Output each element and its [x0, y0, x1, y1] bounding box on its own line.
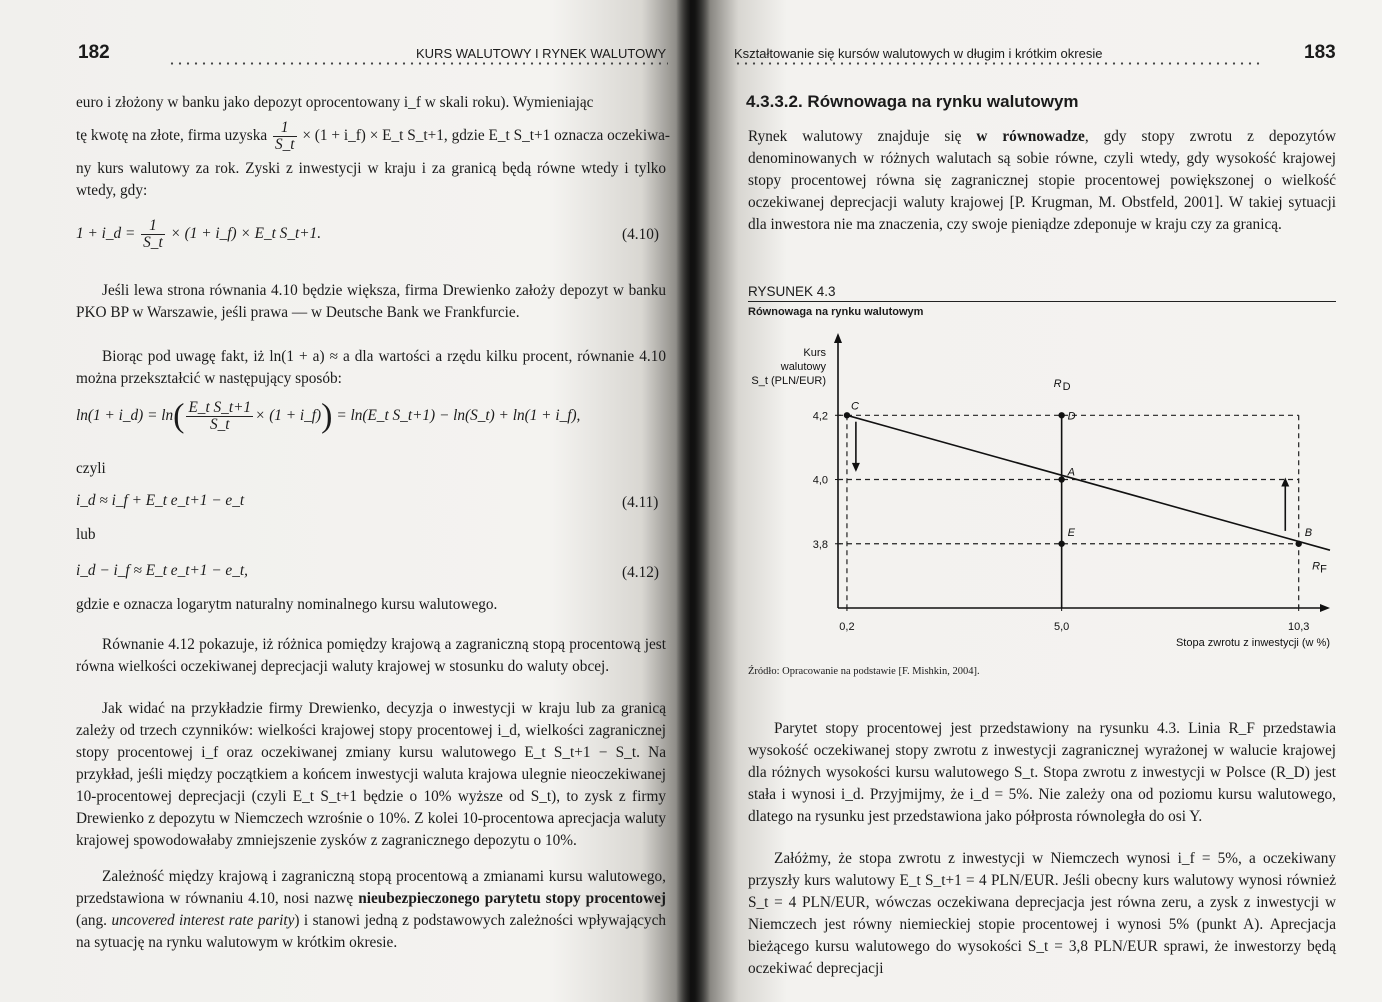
rd-label-sub: D — [1062, 381, 1071, 394]
paragraph: Jeśli lewa strona równania 4.10 będzie większa, firma Drewienko założy depozyt w banku PKO BP w Warszawie, jeśli prawa — w Deutsche Bank we Frankfurcie. — [76, 282, 666, 321]
rf-label: R — [1312, 560, 1321, 573]
y-tick-label: 4,0 — [812, 474, 828, 487]
book-gutter — [676, 0, 710, 1002]
equation-4-12: i_d − i_f ≈ E_t e_t+1 − e_t, — [76, 562, 248, 579]
rf-line — [847, 415, 1330, 550]
point-label: C — [850, 400, 859, 413]
point-a — [1058, 476, 1064, 482]
x-tick-label: 5,0 — [1053, 621, 1070, 633]
figure-label: RYSUNEK 4.3 — [748, 284, 836, 299]
point-e — [1058, 541, 1064, 547]
figure-source: Źródło: Opracowanie na podstawie [F. Mishkin, 2004]. — [748, 666, 980, 677]
left-page — [0, 0, 690, 1002]
paragraph: Równanie 4.12 pokazuje, iż różnica pomiędzy krajową a zagraniczną stopą procentową jest równa wielkości oczekiwanej deprecjacji waluty krajowej w stosunku do waluty obcej. — [76, 636, 666, 675]
page-number: 183 — [1304, 42, 1336, 63]
y-axis-label: walutowy — [780, 361, 826, 373]
right-page — [690, 0, 1382, 1002]
equilibrium-chart — [690, 0, 1382, 680]
paragraph: Rynek walutowy znajduje się w równowadze, gdy stopy zwrotu z depozytów denominowanych w różnych walutach są sobie równe, czyli wtedy, gdy wysokość krajowej stopy procentowej równa się zagranicznej stopie procentowej powiększonej o wielkość oczekiwanej deprecjacji waluty krajowej [P. Krugman, M. Obstfeld, 2001]. W takiej sytuacji dla inwestora nie ma znaczenia, czy swoje pieniądze zdeponuje w kraju czy za granicą. — [748, 128, 1337, 233]
paragraph: Parytet stopy procentowej jest przedstawiony na rysunku 4.3. Linia R_F przedstawia wysokość oczekiwanej stopy zwrotu z inwestycji zagranicznej wyrażonej w walucie krajowej dla różnych wysokości kursu walutowego S_t. Stopa zwrotu z inwestycji w Polsce (R_D) jest stała i wynosi i_d. Przyjmijmy, że i_d = 5%. Nie zależy ona od poziomu kursu walutowego, dlatego na rysunku jest przedstawiona jako półprosta równoległa do osi Y. — [748, 720, 1336, 825]
y-axis-label: Kurs — [803, 347, 826, 359]
x-tick-label: 10,3 — [1287, 621, 1310, 633]
connector-word: czyli — [76, 460, 106, 477]
paragraph: Biorąc pod uwagę fakt, iż ln(1 + a) ≈ a dla wartości a rzędu kilku procent, równanie 4.10 można przekształcić w następujący sposób: — [76, 348, 666, 387]
point-c — [844, 412, 850, 418]
point-d — [1058, 412, 1064, 418]
equation-number: (4.11) — [622, 494, 659, 511]
equation-ln: ln(1 + i_d) = ln( $\frac{\text{E\_t S\_t+1}}{S\_t}$ × (1 + i_f)) = ln(E_t S_t+1) − ln(S_t) + ln(1 + i_f), — [76, 397, 581, 435]
point-b — [1295, 541, 1301, 547]
y-axis-arrow — [834, 333, 842, 343]
x-axis-arrow — [1320, 604, 1330, 612]
equation-4-10: 1 + i_d = $\frac{1}{S\_t}$ × (1 + i_f) × E_t S_t+1. — [76, 217, 322, 251]
point-label: E — [1067, 526, 1075, 539]
y-tick-label: 3,8 — [812, 538, 828, 551]
point-label: A — [1067, 466, 1075, 479]
paragraph-line: tę kwotę na złote, firma uzyska $\frac{1}{S\_t}$ × (1 + i_f) × E_t S_t+1, gdzie E_t S_t+1 oznacza oczekiwa- — [76, 119, 671, 153]
paragraph-line: euro i złożony w banku jako depozyt oprocentowany i_f w skali roku). Wymieniając — [76, 94, 594, 111]
equation-number: (4.12) — [622, 564, 659, 581]
rd-label: R — [1053, 378, 1062, 391]
equation-number: (4.10) — [622, 226, 659, 243]
running-head: KURS WALUTOWY I RYNEK WALUTOWY — [416, 46, 667, 61]
page-number: 182 — [78, 42, 110, 63]
y-axis-label: S_t (PLN/EUR) — [751, 375, 826, 387]
equation-4-11: i_d ≈ i_f + E_t e_t+1 − e_t — [76, 492, 245, 509]
movement-arrowhead — [1281, 478, 1289, 487]
paragraph: Załóżmy, że stopa zwrotu z inwestycji w Niemczech wynosi i_f = 5%, a oczekiwany przyszły kurs walutowy E_t S_t+1 = 4 PLN/EUR. Jeśli obecny kurs walutowy wynosi również S_t = 4 PLN/EUR, wówczas oczekiwana deprecjacja jest równa zeru, a zysk z inwestycji w Niemczech jest równy niemieckiej stopie procentowej i wynosi 5% (punkt A). Aprecjacja bieżącego kursu walutowego do wysokości S_t = 3,8 PLN/EUR sprawi, że inwestorzy będą oczekiwać deprecjacji — [748, 850, 1336, 977]
movement-arrowhead — [852, 463, 860, 472]
paragraph: ny kurs walutowy za rok. Zyski z inwestycji w kraju i za granicą będą równe wtedy i tylko wtedy, gdy: — [76, 160, 666, 199]
x-axis-label: Stopa zwrotu z inwestycji (w %) — [1175, 637, 1330, 649]
rf-label-sub: F — [1320, 563, 1327, 576]
connector-word: lub — [76, 526, 96, 543]
paragraph: Zależność między krajową i zagraniczną stopą procentową a zmianami kursu walutowego, przedstawiona w równaniu 4.10, nosi nazwę nieubezpieczonego parytetu stopy procentowej (ang. uncovered interest rate parity) i stanowi jedną z podstawowych zależności wpływających na sytuację na rynku walutowym w krótkim okresie. — [76, 868, 667, 951]
paragraph: Jak widać na przykładzie firmy Drewienko, decyzja o inwestycji w kraju lub za granicą zależy od trzech czynników: wielkości krajowej stopy procentowej i_d, wielkości zagranicznej stopy procentowej i_f oraz oczekiwanej zmiany kursu walutowego E_t S_t+1 − S_t. Na przykład, jeśli między początkiem a końcem inwestycji waluta krajowa ulegnie nieoczekiwanej 10-procentowej deprecjacji (czyli E_t S_t+1 będzie o 10% wyższe od S_t), to zysk z firmy Drewienko z depozytu w Niemczech wzrośnie o 10%. Z kolei 10-procentowa aprecjacja waluty krajowej spowodowałaby zmniejszenie zysków z zagranicznego depozytu o 10%. — [76, 700, 666, 849]
point-label: B — [1304, 526, 1313, 539]
x-tick-label: 0,2 — [839, 621, 855, 633]
y-tick-label: 4,2 — [812, 410, 828, 423]
point-label: D — [1067, 410, 1076, 423]
header-dotted-rule — [168, 62, 668, 65]
paragraph: gdzie e oznacza logarytm naturalny nominalnego kursu walutowego. — [76, 596, 498, 613]
figure-title: Równowaga na rynku walutowym — [748, 306, 924, 318]
running-head: Kształtowanie się kursów walutowych w długim i krótkim okresie — [734, 46, 1103, 61]
section-heading: 4.3.3.2. Równowaga na rynku walutowym — [746, 92, 1079, 111]
